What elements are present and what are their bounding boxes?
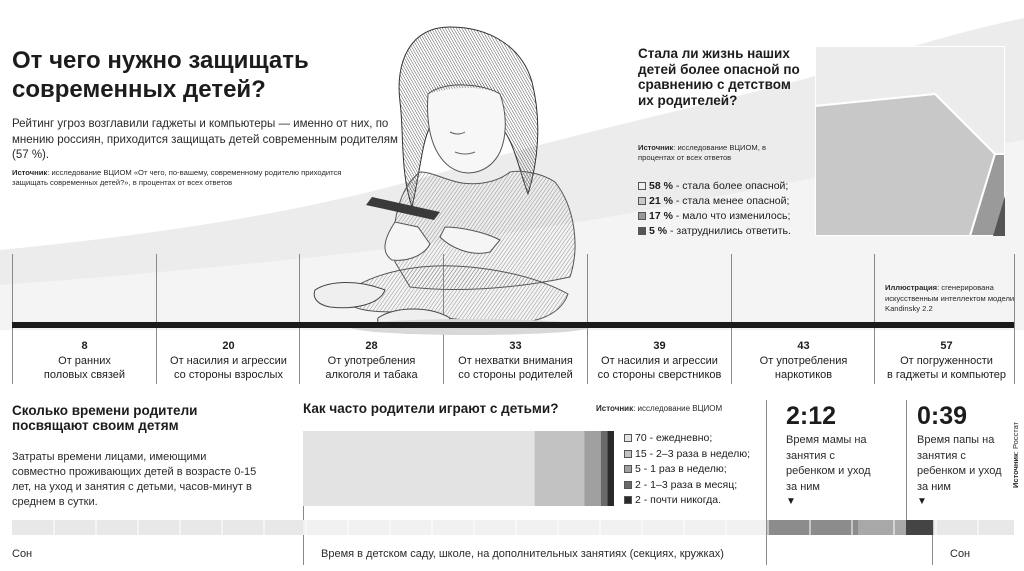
source-text: : исследование ВЦИОМ, в процентах от всех ответов	[638, 143, 766, 162]
dad-time-value: 0:39	[917, 402, 968, 430]
intro-text: Рейтинг угроз возглавили гаджеты и компьютеры — именно от них, по мнению россиян, приходится защищать детей современным родителям (57 %).	[12, 118, 398, 161]
threat-rank-label: От насилия и агрессии	[170, 355, 287, 367]
legend-item	[638, 194, 791, 209]
threat-rank-value: 8	[81, 340, 88, 352]
mom-time-caption: Время мамы на занятия с ребенком и уход за ним	[786, 434, 871, 493]
danger-question-title: Стала ли жизнь наших детей более опасной по сравнению с детством их родителей?	[638, 46, 800, 108]
legend-text: - мало что изменилось;	[672, 210, 791, 222]
rating-scale-line	[12, 322, 1014, 328]
legend-item	[624, 462, 750, 478]
legend-item	[624, 493, 750, 509]
threat-rank-label: От нехватки внимания	[458, 355, 573, 367]
threat-rank-label: От употребления	[327, 355, 416, 367]
play-legend	[624, 431, 750, 509]
rosstat-source-note	[1011, 398, 1020, 488]
illustration-note	[885, 283, 1020, 315]
source-text: : исследование ВЦИОМ «От чего, по-вашему, современному родителю приходится защищать современных детей?», в процентах от всех ответов	[12, 168, 342, 187]
legend-item	[624, 431, 750, 447]
threat-rank-item	[874, 339, 1019, 382]
threat-rank-item	[587, 339, 732, 382]
source-text: : исследование ВЦИОМ	[633, 404, 723, 413]
threat-rank-item	[731, 339, 876, 382]
danger-source-note	[638, 143, 788, 163]
threat-rank-item	[299, 339, 444, 382]
down-triangle-icon: ▼	[786, 496, 796, 507]
legend-pct: 17 %	[649, 210, 673, 222]
legend-text: 15 - 2–3 раза в неделю;	[635, 447, 751, 460]
dad-time-caption: Время папы на занятия с ребенком и уход за ним	[917, 434, 1002, 493]
legend-swatch	[624, 434, 632, 442]
legend-pct: 5 %	[649, 225, 668, 237]
legend-swatch	[638, 197, 646, 205]
legend-swatch	[624, 450, 632, 458]
legend-item	[638, 209, 791, 224]
play-chart-title: Как часто родители играют с детьми?	[303, 401, 559, 416]
threat-rank-label: алкоголя и табака	[325, 369, 418, 381]
legend-text: 70 - ежедневно;	[635, 432, 713, 444]
timeline-label-sleep-right: Сон	[950, 548, 971, 560]
threat-rank-item	[156, 339, 301, 382]
divider-line	[906, 400, 907, 530]
legend-swatch	[624, 481, 632, 489]
threat-rank-value: 57	[940, 340, 953, 352]
page-title: От чего нужно защищать современных детей?	[12, 47, 309, 103]
timeline-mom-segment	[766, 520, 858, 535]
timeline-label-sleep-left: Сон	[12, 548, 33, 560]
illustration-label: Иллюстрация	[885, 283, 938, 292]
dad-time-block	[917, 402, 1009, 507]
threat-rank-label: От ранних	[58, 355, 111, 367]
legend-swatch	[624, 465, 632, 473]
time-section-desc: Затраты времени лицами, имеющими совместно проживающих детей в возрасте 0-15 лет, на уход и занятия с детьми, часов-минут в среднем в сутки.	[12, 451, 257, 508]
threat-rank-label: наркотиков	[774, 369, 833, 381]
source-label: Источник	[596, 404, 634, 413]
legend-item	[624, 447, 750, 463]
legend-pct: 58 %	[649, 180, 673, 192]
threat-rank-value: 43	[797, 340, 810, 352]
legend-text: - стала менее опасной;	[672, 195, 790, 207]
source-label: Источник	[12, 168, 48, 177]
threat-rank-value: 28	[365, 340, 378, 352]
threat-rank-label: со стороны взрослых	[174, 369, 283, 381]
timeline-evening-segment	[858, 520, 906, 535]
mom-time-block	[786, 402, 896, 507]
divider-line	[766, 400, 767, 565]
legend-text: 2 - 1–3 раза в месяц;	[635, 478, 738, 491]
legend-swatch	[638, 212, 646, 220]
threat-rank-label: в гаджеты и компьютер	[887, 369, 1006, 381]
threat-rank-label: От насилия и агрессии	[601, 355, 718, 367]
threat-rank-value: 20	[222, 340, 235, 352]
legend-text: - затруднились ответить.	[667, 225, 791, 237]
danger-voronoi-chart	[815, 46, 1005, 236]
divider-line	[303, 505, 304, 565]
danger-legend	[638, 179, 791, 239]
legend-swatch	[638, 182, 646, 190]
threat-rank-label: со стороны сверстников	[597, 369, 722, 381]
source-note	[12, 168, 352, 188]
time-section-title: Сколько времени родители посвящают своим детям	[12, 403, 198, 433]
legend-item	[638, 224, 791, 239]
play-bar-segment	[303, 431, 535, 506]
play-source-note	[596, 404, 722, 414]
threat-rank-value: 33	[509, 340, 522, 352]
source-label: Источник	[1011, 453, 1020, 488]
play-bar-segment	[607, 431, 614, 506]
timeline-sleep-segment	[12, 520, 303, 535]
threat-rank-label: половых связей	[43, 369, 126, 381]
legend-text: 2 - почти никогда.	[635, 494, 721, 506]
play-frequency-bar	[303, 431, 614, 506]
timeline-label-school: Время в детском саду, школе, на дополнительных занятиях (секциях, кружках)	[321, 548, 724, 560]
threat-rank-label: От употребления	[759, 355, 848, 367]
threat-rank-item	[443, 339, 588, 382]
legend-pct: 21 %	[649, 195, 673, 207]
legend-text: - стала более опасной;	[672, 180, 789, 192]
source-text: : Росстат	[1011, 421, 1020, 454]
legend-item	[624, 478, 750, 494]
legend-item	[638, 179, 791, 194]
down-triangle-icon: ▼	[917, 496, 927, 507]
timeline-school-segment	[303, 520, 766, 535]
mom-time-value: 2:12	[786, 402, 837, 430]
legend-swatch	[624, 496, 632, 504]
threat-rank-label: От погруженности	[900, 355, 993, 367]
threat-rank-item	[12, 339, 157, 382]
timeline-sleep-segment	[933, 520, 1014, 535]
play-bar-segment	[584, 431, 601, 506]
legend-text: 5 - 1 раз в неделю;	[635, 463, 727, 475]
day-timeline	[12, 520, 1014, 535]
play-bar-segment	[601, 431, 608, 506]
threat-rank-value: 39	[653, 340, 666, 352]
timeline-dad-segment	[906, 520, 933, 535]
play-bar-segment	[535, 431, 585, 506]
threat-rank-label: со стороны родителей	[458, 369, 573, 381]
illustration-text: : сгенерирована искусственным интеллектом модели Kandinsky 2.2	[885, 283, 1015, 313]
source-label: Источник	[638, 143, 674, 152]
legend-swatch	[638, 227, 646, 235]
